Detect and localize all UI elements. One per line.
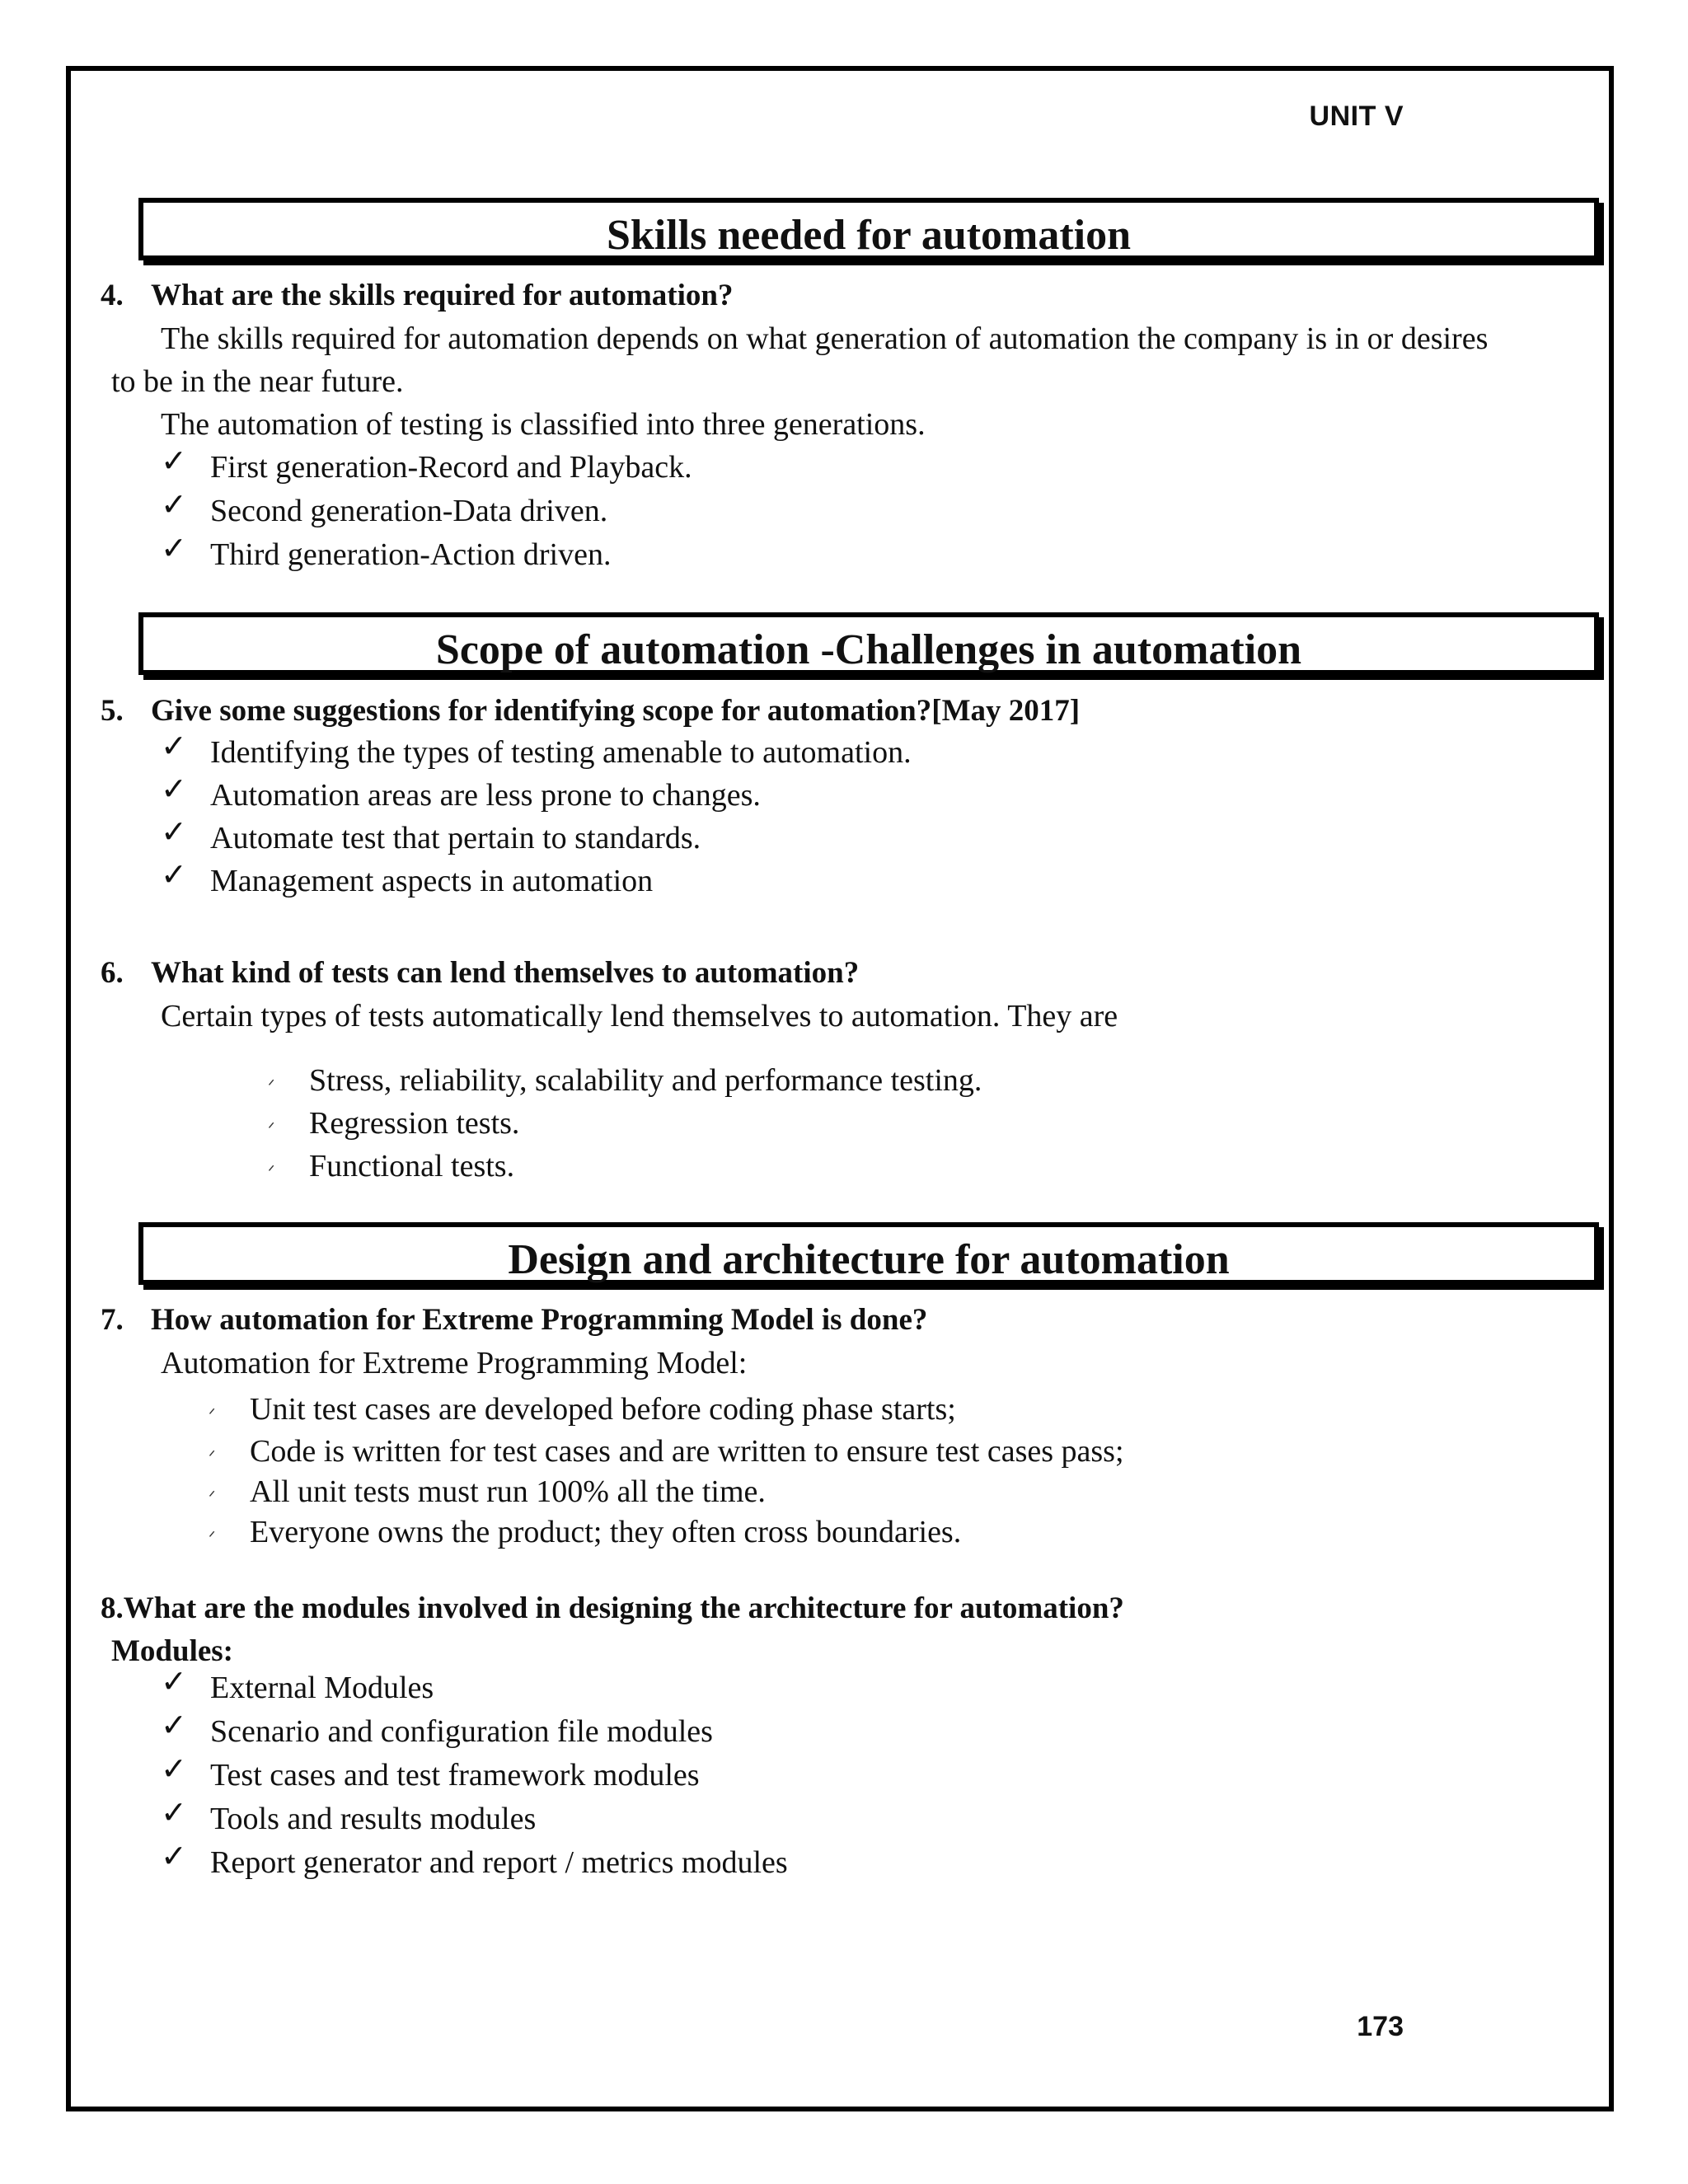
check-icon: ✓ — [161, 1750, 187, 1787]
small-tick-icon: ᐟ — [209, 1446, 216, 1466]
question-4 — [101, 278, 733, 314]
list-item: Unit test cases are developed before coding phase starts; — [250, 1392, 956, 1427]
check-icon: ✓ — [161, 728, 187, 764]
list-item: External Modules — [210, 1671, 434, 1705]
list-item: Automate test that pertain to standards. — [210, 821, 701, 855]
list-item: Code is written for test cases and are written to ensure test cases pass; — [250, 1434, 1124, 1469]
question-number: 5. — [101, 694, 124, 728]
check-icon: ✓ — [161, 530, 187, 566]
page-number: 173 — [1357, 2011, 1404, 2042]
list-item: Scenario and configuration file modules — [210, 1714, 713, 1749]
section-title: Scope of automation -Challenges in automation — [435, 626, 1302, 673]
list-item: Report generator and report / metrics modules — [210, 1845, 788, 1880]
small-tick-icon: ᐟ — [268, 1161, 275, 1181]
unit-header: UNIT V — [1309, 101, 1404, 132]
small-tick-icon: ᐟ — [268, 1118, 275, 1138]
section-banner-scope — [138, 612, 1599, 675]
paragraph: Automation for Extreme Programming Model: — [161, 1346, 748, 1380]
small-tick-icon: ᐟ — [209, 1404, 216, 1424]
modules-label: Modules: — [111, 1634, 233, 1668]
list-item: Automation areas are less prone to changes. — [210, 778, 761, 813]
paragraph-line: The skills required for automation depends on what generation of automation the company is in or desires — [161, 321, 1489, 356]
check-icon: ✓ — [161, 1794, 187, 1830]
list-item: Identifying the types of testing amenable to automation. — [210, 735, 912, 770]
small-tick-icon: ᐟ — [209, 1487, 216, 1507]
question-5 — [101, 693, 1080, 729]
list-item: Everyone owns the product; they often cross boundaries. — [250, 1515, 962, 1549]
section-title: Skills needed for automation — [606, 212, 1132, 259]
check-icon: ✓ — [161, 856, 187, 893]
paragraph: Certain types of tests automatically lend themselves to automation. They are — [161, 999, 1118, 1033]
list-item: Test cases and test framework modules — [210, 1758, 700, 1793]
question-number: 4. — [101, 279, 124, 312]
check-icon: ✓ — [161, 486, 187, 523]
section-title: Design and architecture for automation — [508, 1236, 1230, 1283]
paragraph-line: to be in the near future. — [111, 364, 404, 399]
question-text: How automation for Extreme Programming Model is done? — [151, 1303, 928, 1337]
section-banner-skills — [138, 198, 1599, 260]
list-item: Third generation-Action driven. — [210, 537, 612, 572]
question-text: What kind of tests can lend themselves to automation? — [151, 956, 860, 990]
list-item: Regression tests. — [309, 1106, 520, 1141]
small-tick-icon: ᐟ — [268, 1076, 275, 1095]
question-6 — [101, 955, 859, 991]
check-icon: ✓ — [161, 1663, 187, 1699]
list-item: Functional tests. — [309, 1149, 515, 1183]
list-item: All unit tests must run 100% all the time. — [250, 1474, 766, 1509]
section-banner-design — [138, 1222, 1599, 1285]
check-icon: ✓ — [161, 771, 187, 807]
question-text: Give some suggestions for identifying scope for automation?[May 2017] — [151, 694, 1081, 728]
paragraph: The automation of testing is classified into three generations. — [161, 407, 926, 442]
question-7 — [101, 1302, 927, 1338]
question-number: 7. — [101, 1303, 124, 1337]
list-item: First generation-Record and Playback. — [210, 450, 692, 485]
check-icon: ✓ — [161, 1838, 187, 1874]
question-text: What are the skills required for automation? — [151, 279, 734, 312]
check-icon: ✓ — [161, 1707, 187, 1743]
small-tick-icon: ᐟ — [209, 1527, 216, 1547]
list-item: Tools and results modules — [210, 1802, 537, 1836]
question-8: 8.What are the modules involved in designing the architecture for automation? — [101, 1591, 1124, 1625]
check-icon: ✓ — [161, 813, 187, 850]
question-number: 6. — [101, 956, 124, 990]
list-item: Stress, reliability, scalability and performance testing. — [309, 1063, 982, 1098]
list-item: Management aspects in automation — [210, 864, 654, 898]
list-item: Second generation-Data driven. — [210, 494, 608, 528]
check-icon: ✓ — [161, 443, 187, 479]
